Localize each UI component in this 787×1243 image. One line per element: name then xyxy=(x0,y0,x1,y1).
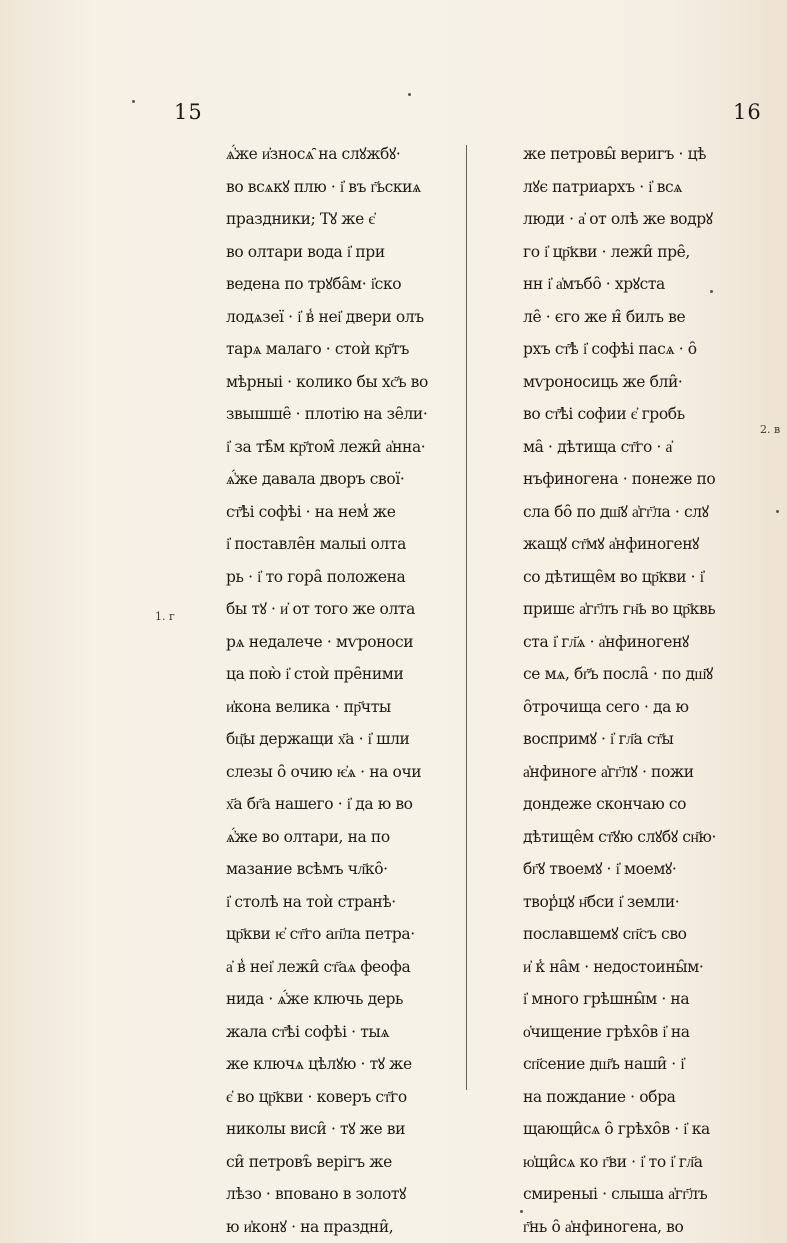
right-column-line: г҃нь о̑ а҆нфиногена, во xyxy=(523,1217,684,1236)
right-column-line: на пождание · обра xyxy=(523,1087,676,1106)
ink-speck xyxy=(132,100,135,103)
right-column-line: нн і҆ а҆мъбо̑ · хрꙋста xyxy=(523,275,665,293)
left-column-line: жала ст҃ѣі софѣі · тыѧ xyxy=(226,1022,390,1041)
right-column-line: и҆ к̾ на̑м · недостоины̑м· xyxy=(523,957,704,976)
right-column-line: воспримꙋ · і҆ гл҃а ст҃ы xyxy=(523,730,674,748)
right-column-line: же петровы̑ веригъ · цѣ xyxy=(523,145,707,163)
left-column-line: же ключѧ цѣлꙋю · тꙋ же xyxy=(226,1055,412,1073)
left-column-line: х҃а бг҃а нашего · і҆ да ю во xyxy=(226,795,413,813)
right-column-line: бг҃ꙋ твоемꙋ · і҆ моемꙋ· xyxy=(523,860,677,878)
left-column-line: и҆кона велика · пр҃чты xyxy=(226,697,391,716)
left-column-line: ведена по трꙋба̑м· і҆ско xyxy=(226,275,402,293)
right-text-column xyxy=(523,138,738,1243)
right-column-line: жащꙋ ст҃мꙋ а҆нфиногенꙋ xyxy=(523,535,700,553)
left-column-line: мѣрныі · колико бы хс҃ъ во xyxy=(226,372,428,391)
left-column-line: ю и҆конꙋ · на праздни̑, xyxy=(226,1217,394,1236)
left-column-line: рѧ недалече · мѵроноси xyxy=(226,632,414,651)
left-column-line: і҆ поставле̑н малыі олта xyxy=(226,535,406,553)
right-column-line: сп҃сение дш҃ъ наши̑ · і҆ xyxy=(523,1055,685,1073)
left-column-line: ца пою̀ і҆ стоѝ пре̑ними xyxy=(226,665,404,683)
left-column-line: ст҃ѣі софѣі · на нем̾ же xyxy=(226,502,396,521)
right-column-line: со дѣтище̑м во цр҃кви · і҆ xyxy=(523,567,704,586)
left-column-line: і҆ за тѣ̑м кр҃том̑ лежи̑ а҆нна· xyxy=(226,437,426,456)
left-column-line: во всѧкꙋ плю · і҆ въ г҃ьскиѧ xyxy=(226,177,421,196)
right-column-line: ле̑ · єго же н̑ билъ ве xyxy=(523,307,686,326)
left-column-line: си̑ петровъ̑ верігъ же xyxy=(226,1152,392,1171)
left-column-line: праздники; Тꙋ же є҆ xyxy=(226,210,375,228)
left-column-line: звышше̑ · плотію на зе̑ли· xyxy=(226,405,428,423)
right-column-line: дондеже скончаю со xyxy=(523,795,687,813)
left-column-line: нида · ѧ҆́же ключь дерь xyxy=(226,990,404,1008)
left-column-line: во олтари вода і҆ при xyxy=(226,242,385,261)
right-column-line: нъфиногена · понеже по xyxy=(523,470,716,488)
page-number-right: 16 xyxy=(733,100,762,124)
left-column-line: ѧ҆́же и҆зносѧ̑ на слꙋжбꙋ· xyxy=(226,145,401,163)
left-column-line: ѧ҆́же давала дворъ свої· xyxy=(226,470,405,488)
right-column-line: рхъ ст҃ѣ і҆ софѣі пасѧ · о̑ xyxy=(523,340,697,358)
margin-note-left: 1. г xyxy=(155,610,175,623)
left-column-line: бц҃ы держащи х҃а · і҆ шли xyxy=(226,730,410,748)
right-column-line: ю҆щи̑сѧ ко г҃ви · і҆ то і҆ гл҃а xyxy=(523,1152,703,1171)
left-text-column xyxy=(226,138,441,1243)
margin-note-right: 2. в xyxy=(760,423,781,436)
column-divider xyxy=(466,145,467,1090)
left-column-line: слезы о̑ очию ѥ҆ѧ · на очи xyxy=(226,762,422,781)
left-column-line: ѧ҆́же во олтари, на по xyxy=(226,827,390,846)
left-column-line: николы виси̑ · тꙋ же ви xyxy=(226,1120,406,1138)
right-column-line: мѵроносиць же бли̑· xyxy=(523,372,683,391)
left-column-line: тарѧ малаго · стоѝ кр҃тъ xyxy=(226,340,409,358)
left-column-line: бы тꙋ · и҆ от того же олта xyxy=(226,600,415,618)
page-number-left: 15 xyxy=(174,100,203,124)
ink-speck xyxy=(710,290,713,293)
left-column-line: а҆ в̾ неі҆ лежи̑ ст҃аѧ феофа xyxy=(226,957,411,976)
left-column-line: цр҃кви ѥ҆ ст҃го ап҃ла петра· xyxy=(226,925,415,943)
right-column-line: ста і҆ гл҃ѧ · а҆нфиногенꙋ xyxy=(523,632,689,651)
right-column-line: смиреныі · слыша а҆гг҃лъ xyxy=(523,1185,708,1203)
left-column-line: рь · і҆ то гора̑ положена xyxy=(226,567,406,586)
right-column-line: ма̑ · дѣтища ст҃го · а҆ xyxy=(523,437,673,456)
right-column-line: о҆чищение грѣхо̑в і҆ на xyxy=(523,1022,690,1041)
ink-speck xyxy=(776,510,779,513)
ink-speck xyxy=(408,93,411,96)
right-column-line: щающи̑сѧ о̑ грѣхо̑в · і҆ ка xyxy=(523,1120,710,1138)
right-column-line: сла бо̑ по дш҃ꙋ а҆гг҃ла · слꙋ xyxy=(523,502,709,521)
right-column-line: го і҆ цр҃кви · лежи̑ пре̑, xyxy=(523,242,690,261)
right-column-line: пришє а҆гг҃лъ гн҃ь во цр҃квь xyxy=(523,600,716,618)
right-column-line: дѣтище̑м ст҃ꙋю слꙋбꙋ сн҃ю· xyxy=(523,827,717,846)
right-column-line: люди · а҆ от олѣ же водрꙋ xyxy=(523,210,713,228)
right-column-line: се мѧ, бг҃ъ посла̑ · по дш҃ꙋ xyxy=(523,665,713,683)
left-column-line: лодѧзеї · і҆ в̾ неі҆ двери олъ xyxy=(226,307,424,326)
right-column-line: твор̾цꙋ н҃бси і҆ земли· xyxy=(523,892,680,911)
left-column-line: і҆ столѣ на тоѝ странѣ· xyxy=(226,892,396,911)
right-column-line: о̑трочища сего · да ю xyxy=(523,697,689,716)
left-column-line: є҆ во цр҃кви · коверъ ст҃го xyxy=(226,1087,407,1106)
left-column-line: мазание всѣмъ чл҃ко̑· xyxy=(226,860,388,878)
ink-speck xyxy=(520,1210,523,1213)
right-column-line: і҆ много грѣшны̑м · на xyxy=(523,990,690,1008)
left-column-line: лѣзо · вповано в золотꙋ xyxy=(226,1185,406,1203)
right-column-line: пославшемꙋ сп҃съ сво xyxy=(523,925,687,943)
right-column-line: во ст҃ѣі софии є҆ гробь xyxy=(523,405,685,423)
right-column-line: лꙋє патриархъ · і҆ всѧ xyxy=(523,177,683,196)
right-column-line: а҆нфиноге а҆гг҃лꙋ · пожи xyxy=(523,762,694,781)
